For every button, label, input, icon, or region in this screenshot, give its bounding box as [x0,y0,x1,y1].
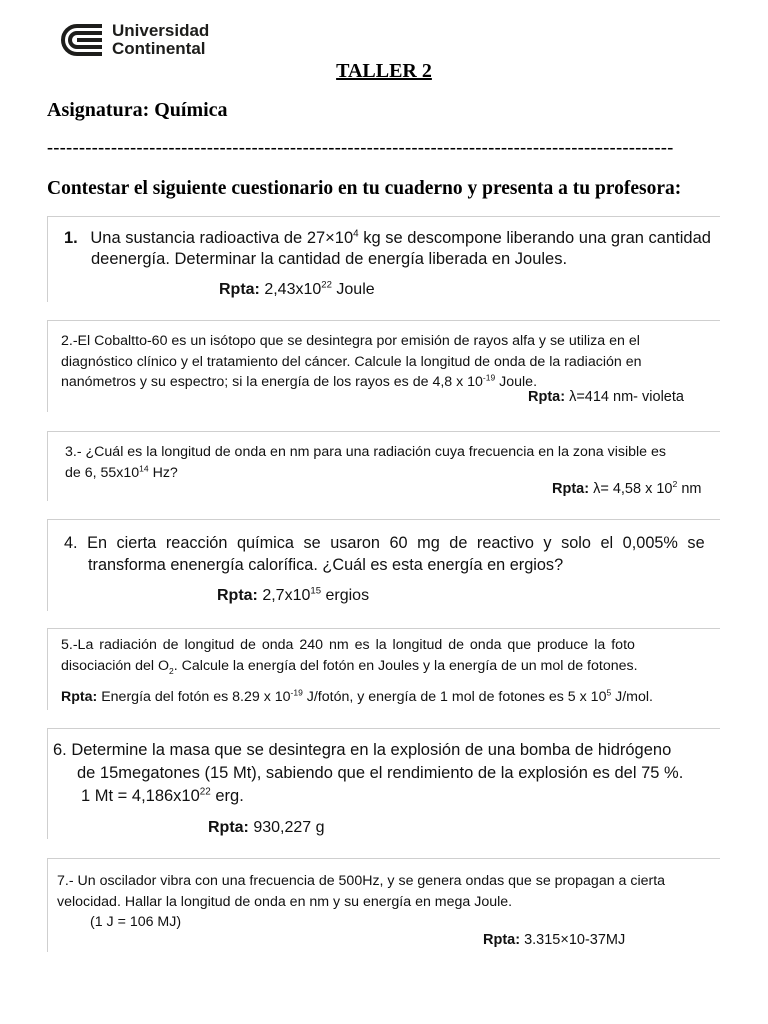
question-6-text [53,739,683,808]
question-box-4 [47,519,720,611]
answer-1 [219,281,375,299]
question-3-line2-rest: Hz? [148,464,178,481]
answer-3-value: λ= 4,58 x 10 [589,481,673,497]
answer-1-value: 2,43x10 [259,281,322,298]
question-3-text [65,442,666,483]
dashed-divider: -------------------------------------------------------------------------------------------------- [47,137,674,157]
answer-5-label: Rpta: [61,689,98,705]
answer-2 [528,389,684,405]
answer-5-value-2: J/fotón, y energía de 1 mol de fotones es 5 x 10 [302,689,607,705]
answer-5-sup-2: 5 [606,687,612,698]
question-5-line1: 5.-La radiación de longitud de onda 240 nm es la longitud de onda que produce la foto [61,637,635,653]
logo-line-1: Universidad [112,21,210,40]
answer-7-value: 3.315×10-37MJ [520,932,626,948]
answer-2-label: Rpta: [528,389,566,405]
question-5-line2-sub: 2 [169,665,174,676]
answer-5 [61,689,653,705]
question-7-line1: 7.- Un oscilador vibra con una frecuencia de 500Hz, y se genera ondas que se propagan a cierta [57,873,666,889]
answer-7 [483,932,625,948]
answer-3-sup: 2 [672,479,678,490]
logo-line-2: Continental [112,39,206,58]
question-2-line3: nanómetros y su espectro; si la energía de los rayos es de 4,8 x 10 [61,374,483,390]
question-box-3 [47,431,720,501]
answer-5-unit: J/mol. [611,689,653,705]
question-1-line2: deenergía. Determinar la cantidad de energía liberada en Joules. [91,250,568,268]
answer-6-value: 930,227 g [248,819,325,836]
question-2-text [61,331,641,393]
answer-7-label: Rpta: [483,932,521,948]
logo-text [112,22,209,58]
question-1-number: 1. [64,229,78,247]
question-1-line1-sup: 4 [353,228,359,240]
question-3-line2: de 6, 55x10 [65,464,140,481]
answer-3-label: Rpta: [552,481,590,497]
instructions-text: Contestar el siguiente cuestionario en tu cuaderno y presenta a tu profesora: [47,178,682,199]
answer-3-unit: nm [677,481,702,497]
answer-1-unit: Joule [331,281,375,298]
answer-2-value: λ=414 nm- violeta [565,389,684,405]
question-1-text [64,228,711,270]
question-6-line3: 1 Mt = 4,186x10 [81,787,200,805]
page-title: TALLER 2 [336,60,432,82]
question-7-line2: velocidad. Hallar la longitud de onda en nm y su energía en mega Joule. [57,893,513,910]
question-2-line3-sup: -19 [482,372,496,383]
question-4-text [64,532,705,576]
question-4-line1: 4. En cierta reacción química se usaron 60 mg de reactivo y solo el 0,005% se [64,534,705,552]
question-6-line2: de 15megatones (15 Mt), sabiendo que el rendimiento de la explosión es del 75 %. [77,764,684,782]
answer-5-value: Energía del fotón es 8.29 x 10 [97,689,291,705]
question-6-line3-sup: 22 [199,786,211,798]
question-1-line1: Una sustancia radioactiva de 27×10 [90,229,354,247]
question-2-line2: diagnóstico clínico y el tratamiento del cáncer. Calcule la longitud de onda de la radiación en [61,353,642,370]
answer-1-label: Rpta: [219,281,260,298]
question-box-7 [47,858,720,952]
question-7-line3: (1 J = 106 MJ) [90,914,182,930]
question-1-line1-rest: kg se descompone liberando una gran cantidad [358,229,711,247]
university-logo [60,22,209,58]
question-6-line1: 6. Determine la masa que se desintegra en la explosión de una bomba de hidrógeno [53,741,672,759]
answer-5-sup-1: -19 [290,687,303,698]
answer-1-sup: 22 [321,279,332,291]
answer-4-unit: ergios [321,587,370,604]
answer-4-label: Rpta: [217,587,258,604]
question-box-1 [47,216,720,302]
question-3-line1: 3.- ¿Cuál es la longitud de onda en nm para una radiación cuya frecuencia en la zona visible es [65,444,666,460]
question-6-line3-rest: erg. [210,787,244,805]
question-2-line1: 2.-El Cobaltto-60 es un isótopo que se desintegra por emisión de rayos alfa y se utiliza en el [61,333,640,349]
answer-6 [208,819,325,837]
question-5-line2-rest: . Calcule la energía del fotón en Joules y la energía de un mol de fotones. [173,657,638,674]
answer-6-label: Rpta: [208,819,249,836]
question-box-2 [47,320,720,412]
answer-4 [217,587,369,605]
question-5-line2: disociación del O [61,657,170,674]
question-4-line2: transforma enenergía calorífica. ¿Cuál es esta energía en ergios? [88,556,564,574]
question-box-6 [47,728,720,839]
subject-heading: Asignatura: Química [47,99,228,121]
answer-4-sup: 15 [310,585,322,597]
question-5-text [61,635,638,676]
question-7-text [57,871,665,933]
question-3-line2-sup: 14 [139,462,149,473]
answer-4-value: 2,7x10 [257,587,311,604]
question-2-line3-rest: Joule. [495,374,538,390]
logo-mark-icon [60,23,104,57]
question-box-5 [47,628,720,710]
answer-3 [552,481,702,497]
